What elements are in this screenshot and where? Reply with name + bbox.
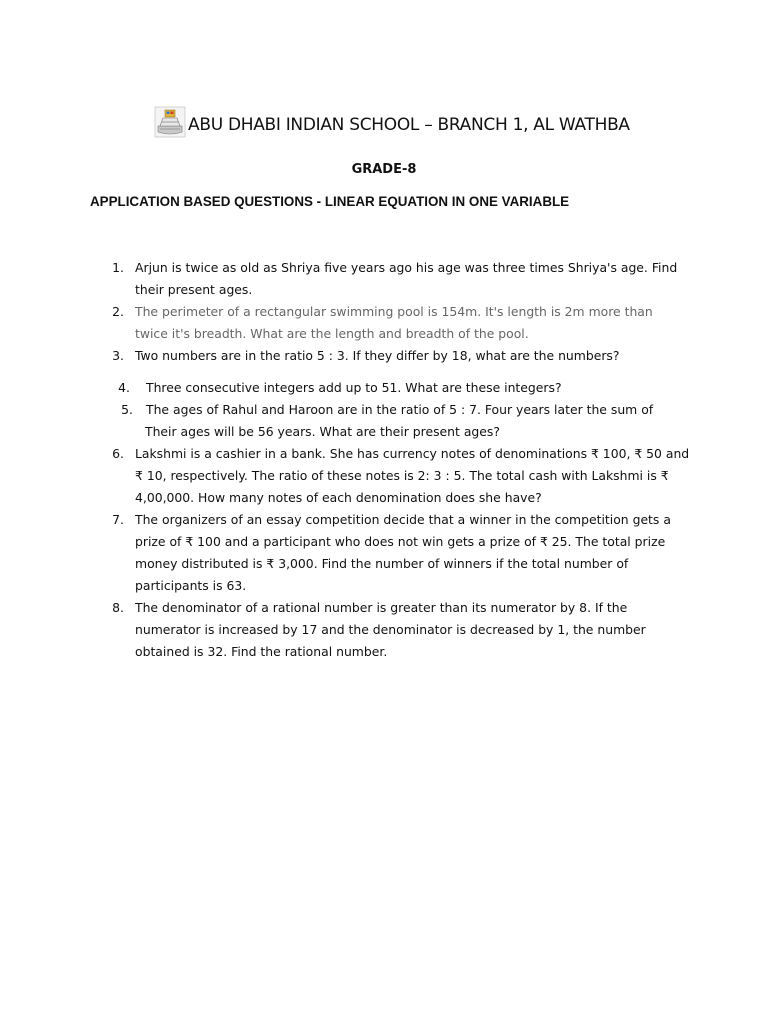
question-line: The organizers of an essay competition decide that a winner in the competition gets a — [135, 512, 671, 527]
question-line: Their ages will be 56 years. What are their present ages? — [145, 424, 500, 439]
grade-heading: GRADE-8 — [351, 162, 417, 177]
question-number: 1. — [112, 260, 124, 275]
question-line: their present ages. — [135, 282, 253, 297]
question-number: 3. — [112, 348, 124, 363]
question-number: 5. — [121, 402, 133, 417]
question-number: 7. — [112, 512, 124, 527]
question-line: Arjun is twice as old as Shriya five years ago his age was three times Shriya's age. Find — [135, 260, 678, 275]
question-line: Lakshmi is a cashier in a bank. She has currency notes of denominations ₹ 100, ₹ 50 and — [135, 446, 690, 461]
question-number: 2. — [112, 304, 124, 319]
question-number: 4. — [118, 380, 130, 395]
school-title-line — [154, 112, 630, 138]
question-line: The denominator of a rational number is greater than its numerator by 8. If the — [135, 600, 628, 615]
school-name: ABU DHABI INDIAN SCHOOL – BRANCH 1, AL WATHBA — [188, 115, 630, 135]
question-line: Two numbers are in the ratio 5 : 3. If they differ by 18, what are the numbers? — [135, 348, 620, 363]
question-line: money distributed is ₹ 3,000. Find the number of winners if the total number of — [135, 556, 629, 571]
question-line: The ages of Rahul and Haroon are in the ratio of 5 : 7. Four years later the sum of — [146, 402, 654, 417]
question-line: The perimeter of a rectangular swimming pool is 154m. It's length is 2m more than — [135, 304, 653, 319]
question-number: 6. — [112, 446, 124, 461]
question-line: 4,00,000. How many notes of each denomination does she have? — [135, 490, 542, 505]
worksheet-subtitle: APPLICATION BASED QUESTIONS - LINEAR EQUATION IN ONE VARIABLE — [90, 194, 570, 209]
question-line: numerator is increased by 17 and the denominator is decreased by 1, the number — [135, 622, 646, 637]
school-logo-icon — [154, 106, 186, 138]
question-line: obtained is 32. Find the rational number. — [135, 644, 388, 659]
question-line: Three consecutive integers add up to 51. What are these integers? — [146, 380, 562, 395]
question-number: 8. — [112, 600, 124, 615]
question-line: twice it's breadth. What are the length and breadth of the pool. — [135, 326, 529, 341]
question-line: prize of ₹ 100 and a participant who does not win gets a prize of ₹ 25. The total prize — [135, 534, 666, 549]
question-line: participants is 63. — [135, 578, 247, 593]
question-line: ₹ 10, respectively. The ratio of these notes is 2: 3 : 5. The total cash with Lakshmi is ₹ — [135, 468, 669, 483]
